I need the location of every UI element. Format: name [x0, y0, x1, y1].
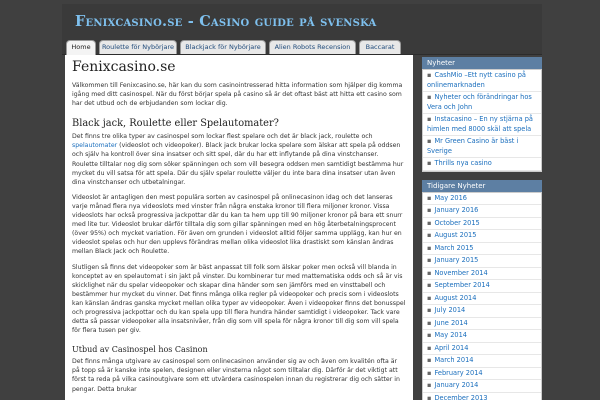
news-item[interactable] — [423, 70, 541, 92]
archive-item-label[interactable]: August 2014 — [434, 293, 477, 302]
bullet-icon: ▪ — [427, 343, 432, 352]
archive-item-label[interactable]: December 2013 — [434, 393, 488, 400]
archive-item[interactable] — [423, 330, 541, 343]
news-item-label[interactable]: Thrills nya casino — [434, 159, 492, 167]
tab-home[interactable]: Home — [66, 40, 96, 55]
spelautomater-link[interactable]: spelautomater — [72, 142, 118, 150]
bullet-icon: ▪ — [427, 206, 432, 214]
archive-item[interactable] — [423, 243, 541, 256]
bullet-icon: ▪ — [427, 71, 432, 79]
archive-item[interactable] — [423, 280, 541, 293]
news-item[interactable] — [423, 136, 541, 158]
news-item-label[interactable]: Instacasino – En ny stjärna på himlen med 8000 skäl att spela — [427, 115, 533, 133]
bullet-icon: ▪ — [427, 231, 432, 239]
bullet-icon: ▪ — [427, 137, 432, 145]
intro-paragraph: Välkommen till Fenixcasino.se, här kan du som casinointresserad hitta information som hjälper dig komma igång med ditt casinospel. När du först börjar spela på casino så är det oftast bäst att hitta ett casino som har det utbud och de erbjudanden som lockar dig. — [72, 82, 403, 108]
archive-item[interactable] — [423, 368, 541, 381]
bullet-icon: ▪ — [427, 268, 432, 277]
archive-item[interactable] — [423, 355, 541, 368]
news-widget-title: Nyheter — [422, 57, 542, 69]
archive-item[interactable] — [423, 218, 541, 231]
bullet-icon: ▪ — [427, 115, 432, 123]
section-heading-utbud: Utbud av Casinospel hos Casinon — [72, 345, 208, 355]
games-text-pre: Det finns tre olika typer av casinospel som lockar flest spelare och det är black jack, roulette och — [72, 133, 373, 141]
bullet-icon: ▪ — [427, 381, 432, 389]
archive-widget — [422, 180, 542, 400]
sidebar — [422, 55, 542, 400]
archive-item[interactable] — [423, 293, 541, 306]
bullet-icon: ▪ — [427, 256, 432, 264]
main-content — [65, 55, 413, 400]
archive-item-label[interactable]: September 2014 — [434, 281, 490, 289]
bullet-icon: ▪ — [427, 93, 432, 101]
bullet-icon: ▪ — [427, 368, 432, 377]
bullet-icon: ▪ — [427, 331, 432, 339]
bullet-icon: ▪ — [427, 193, 432, 202]
tab-alien-robots[interactable]: Alien Robots Recension — [269, 40, 356, 54]
archive-item[interactable] — [423, 205, 541, 218]
site-header — [62, 4, 542, 38]
bullet-icon: ▪ — [427, 281, 432, 289]
news-item-label[interactable]: Nyheter och förändringar hos Vera och John — [427, 93, 532, 111]
archive-item[interactable] — [423, 380, 541, 393]
archive-item[interactable] — [423, 305, 541, 318]
archive-item-label[interactable]: January 2016 — [434, 206, 479, 214]
archive-item[interactable] — [423, 255, 541, 268]
news-widget — [422, 57, 542, 172]
bullet-icon: ▪ — [427, 306, 432, 314]
news-list — [422, 69, 542, 172]
bullet-icon: ▪ — [427, 243, 432, 252]
bullet-icon: ▪ — [427, 393, 432, 400]
site-title[interactable]: Fenixcasino.se - Casino guide på svenska — [75, 13, 377, 30]
section-heading-games: Black jack, Roulette eller Spelautomater? — [72, 118, 279, 130]
spacer — [422, 172, 542, 178]
games-text-post: (videoslot och videopoker). Black jack brukar locka spelare som älskar att spela på oddsen och själv ha kontroll över sina insatser och sitt spel, där du har ett inflytande på dina vinstchanser. Roulette tilltalar nog dig som söker spänningen och som vill besegra oddsen men samtidigt bestämma hur mycket du vill satsa för att spela. Där du själv spelar roulette väljer du inte bara dina insatser utan även dina vinstchanser och utbetalningar. — [72, 142, 404, 186]
archive-item-label[interactable]: January 2015 — [434, 256, 479, 264]
archive-item[interactable] — [423, 393, 541, 400]
bullet-icon: ▪ — [427, 318, 432, 327]
archive-item[interactable] — [423, 230, 541, 243]
bullet-icon: ▪ — [427, 159, 432, 167]
news-item-label[interactable]: CashMio –Ett nytt casino på onlinemarknaden — [427, 71, 526, 89]
archive-item-label[interactable]: July 2014 — [434, 306, 466, 314]
archive-item-label[interactable]: October 2015 — [434, 218, 480, 227]
videoslot-paragraph: Videoslot är antagligen den mest populära sorten av casinospel på onlinecasinon idag och det lanseras varje månad flera nya videoslots med vinster från några enstaka kronor till flera miljoner kronor. Vissa videoslots har också progressiva jackpottar där du kan ta hem upp till 90 miljoner kronor på bara ett snurr med lite tur. Videoslot brukar därför tilltala dig som gillar spänningen med en hög återbetalningsprocent (över 95%) och mycket variation. För även om grunden i videoslot alltid följer samma upplägg, kan hur en videoslot spelas och hur den upplevs förändras mellan olika videoslot lika drastiskt som känslan ändras mellan Black Jack och Roulette. — [72, 193, 403, 256]
archive-item-label[interactable]: May 2014 — [434, 331, 467, 339]
news-item[interactable] — [423, 158, 541, 171]
news-item[interactable] — [423, 114, 541, 136]
archive-item-label[interactable]: February 2014 — [434, 368, 483, 377]
videopoker-paragraph: Slutligen så finns det videopoker som är bäst anpassat till folk som älskar poker men också vill blanda in konceptet av en spelautomat i sin jakt på vinster. Du kombinerar tur med mattematiska odds och så är vis skicklighet när du spelar videopoker och skapar dina händer som sen jämförs med en vinsttabell och bestämmer hur mycket du vinner. Det finns många olika regler på videopoker och precis som i videoslots kan känslan ändras ganska mycket mellan olika typer av videopoker. Även i videopoker finns det bonusspel och progressiva jackpottar och du kan spela upp till flera hundra händer samtidigt i videopoker. Tack vare detta så passar videopoker alla insatsnivåer, från dig som vill spela för några kronor till dig som vill spela för flera tusen per giv. — [72, 263, 406, 335]
bullet-icon: ▪ — [427, 293, 432, 302]
archive-widget-title: Tidigare Nyheter — [422, 180, 542, 192]
archive-item-label[interactable]: March 2014 — [434, 356, 474, 364]
archive-item-label[interactable]: January 2014 — [434, 381, 479, 389]
page-wrapper — [62, 0, 542, 400]
archive-item-label[interactable]: June 2014 — [434, 318, 468, 327]
news-item[interactable] — [423, 92, 541, 114]
archive-item-label[interactable]: April 2014 — [434, 343, 469, 352]
utbud-paragraph: Det finns många utgivare av casinospel som onlinecasinon använder sig av och även om kvalitén ofta är på topp så är kanske inte spelen, designen eller vinsterna något som tilltalar dig. Därför är det viktigt att först ta reda på vilka casinoutgivare som ett utvärdera casinospelen innan du registrerar dig och sätter in pengar. Detta brukar — [72, 358, 400, 393]
nav-bar — [62, 38, 542, 55]
bullet-icon: ▪ — [427, 356, 432, 364]
archive-item[interactable] — [423, 193, 541, 206]
tab-baccarat[interactable]: Baccarat — [359, 40, 401, 54]
archive-item[interactable] — [423, 343, 541, 356]
archive-item-label[interactable]: August 2015 — [434, 231, 477, 239]
tab-roulette[interactable]: Roulette för Nybörjare — [99, 40, 177, 54]
news-item-label[interactable]: Mr Green Casino är bäst i Sverige — [427, 137, 519, 155]
page-title: Fenixcasino.se — [72, 59, 176, 75]
archive-item-label[interactable]: May 2016 — [434, 193, 467, 202]
archive-item[interactable] — [423, 318, 541, 331]
games-paragraph — [72, 132, 406, 187]
tab-blackjack[interactable]: Blackjack för Nybörjare — [180, 40, 266, 54]
archive-item[interactable] — [423, 268, 541, 281]
archive-list — [422, 192, 542, 400]
archive-item-label[interactable]: March 2015 — [434, 243, 474, 252]
bullet-icon: ▪ — [427, 218, 432, 227]
archive-item-label[interactable]: November 2014 — [434, 268, 488, 277]
